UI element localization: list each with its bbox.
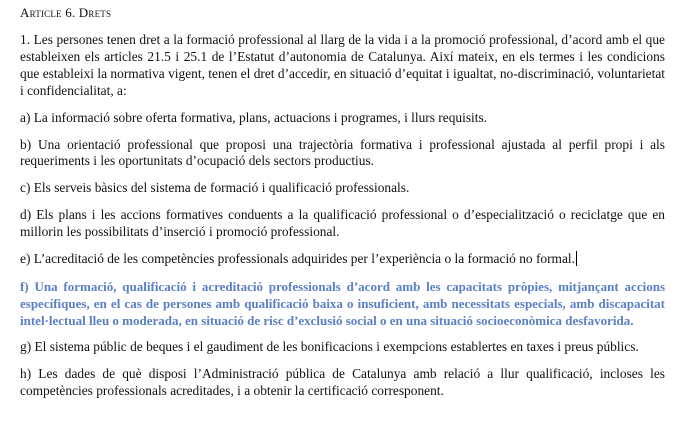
- paragraph-c[interactable]: c) Els serveis bàsics del sistema de formació i qualificació professionals.: [20, 180, 410, 196]
- paragraph-e[interactable]: [20, 251, 665, 268]
- paragraph-intro[interactable]: 1. Les persones tenen dret a la formació professional al llarg de la vida i a la promoció professional, d’acord amb el que estableixen els articles 21.5 i 25.1 de l’Estatut d’autonomia de Catalunya. Així mateix, en els termes i les condicions que estableixi la normativa vigent, tenen el dret d’accedir, en situació d’equitat i igualtat, no-discriminació, voluntarietat i confidencialitat, a:: [20, 32, 665, 98]
- paragraph-g[interactable]: g) El sistema públic de beques i el gaudiment de les bonificacions i exempcions establertes en taxes i preus públics.: [20, 338, 639, 354]
- paragraph-b[interactable]: b) Una orientació professional que proposi una trajectòria formativa i professional ajustada al perfil propi i als requeriments i les oportunitats d’ocupació dels sectors productius.: [20, 136, 665, 169]
- text-cursor: [576, 251, 577, 266]
- paragraph-h[interactable]: h) Les dades de què disposi l’Administració pública de Catalunya amb relació a llur qualificació, incloses les competències professionals acreditades, i a obtenir la certificació corresponent.: [20, 365, 665, 398]
- paragraph-f-highlighted[interactable]: f) Una formació, qualificació i acreditació professionals d’acord amb les capacitats pròpies, mitjançant accions específiques, en el cas de persones amb qualificació baixa o insuficient, amb necessitats especials, amb discapacitat intel·lectual lleu o moderada, en situació de risc d’exclusió social o en una situació socioeconòmica desfavorida.: [20, 278, 665, 328]
- paragraph-e-text: e) L’acreditació de les competències professionals adquirides per l’experiència o la formació no formal.: [20, 251, 575, 267]
- paragraph-d[interactable]: d) Els plans i les accions formatives conduents a la qualificació professional o d’especialització o reciclatge que en millorin les possibilitats d’inserció i promoció professional.: [20, 207, 665, 240]
- paragraph-a[interactable]: a) La informació sobre oferta formativa, plans, actuacions i programes, i llurs requisits.: [20, 109, 488, 125]
- article-title: Article 6. Drets: [20, 5, 112, 20]
